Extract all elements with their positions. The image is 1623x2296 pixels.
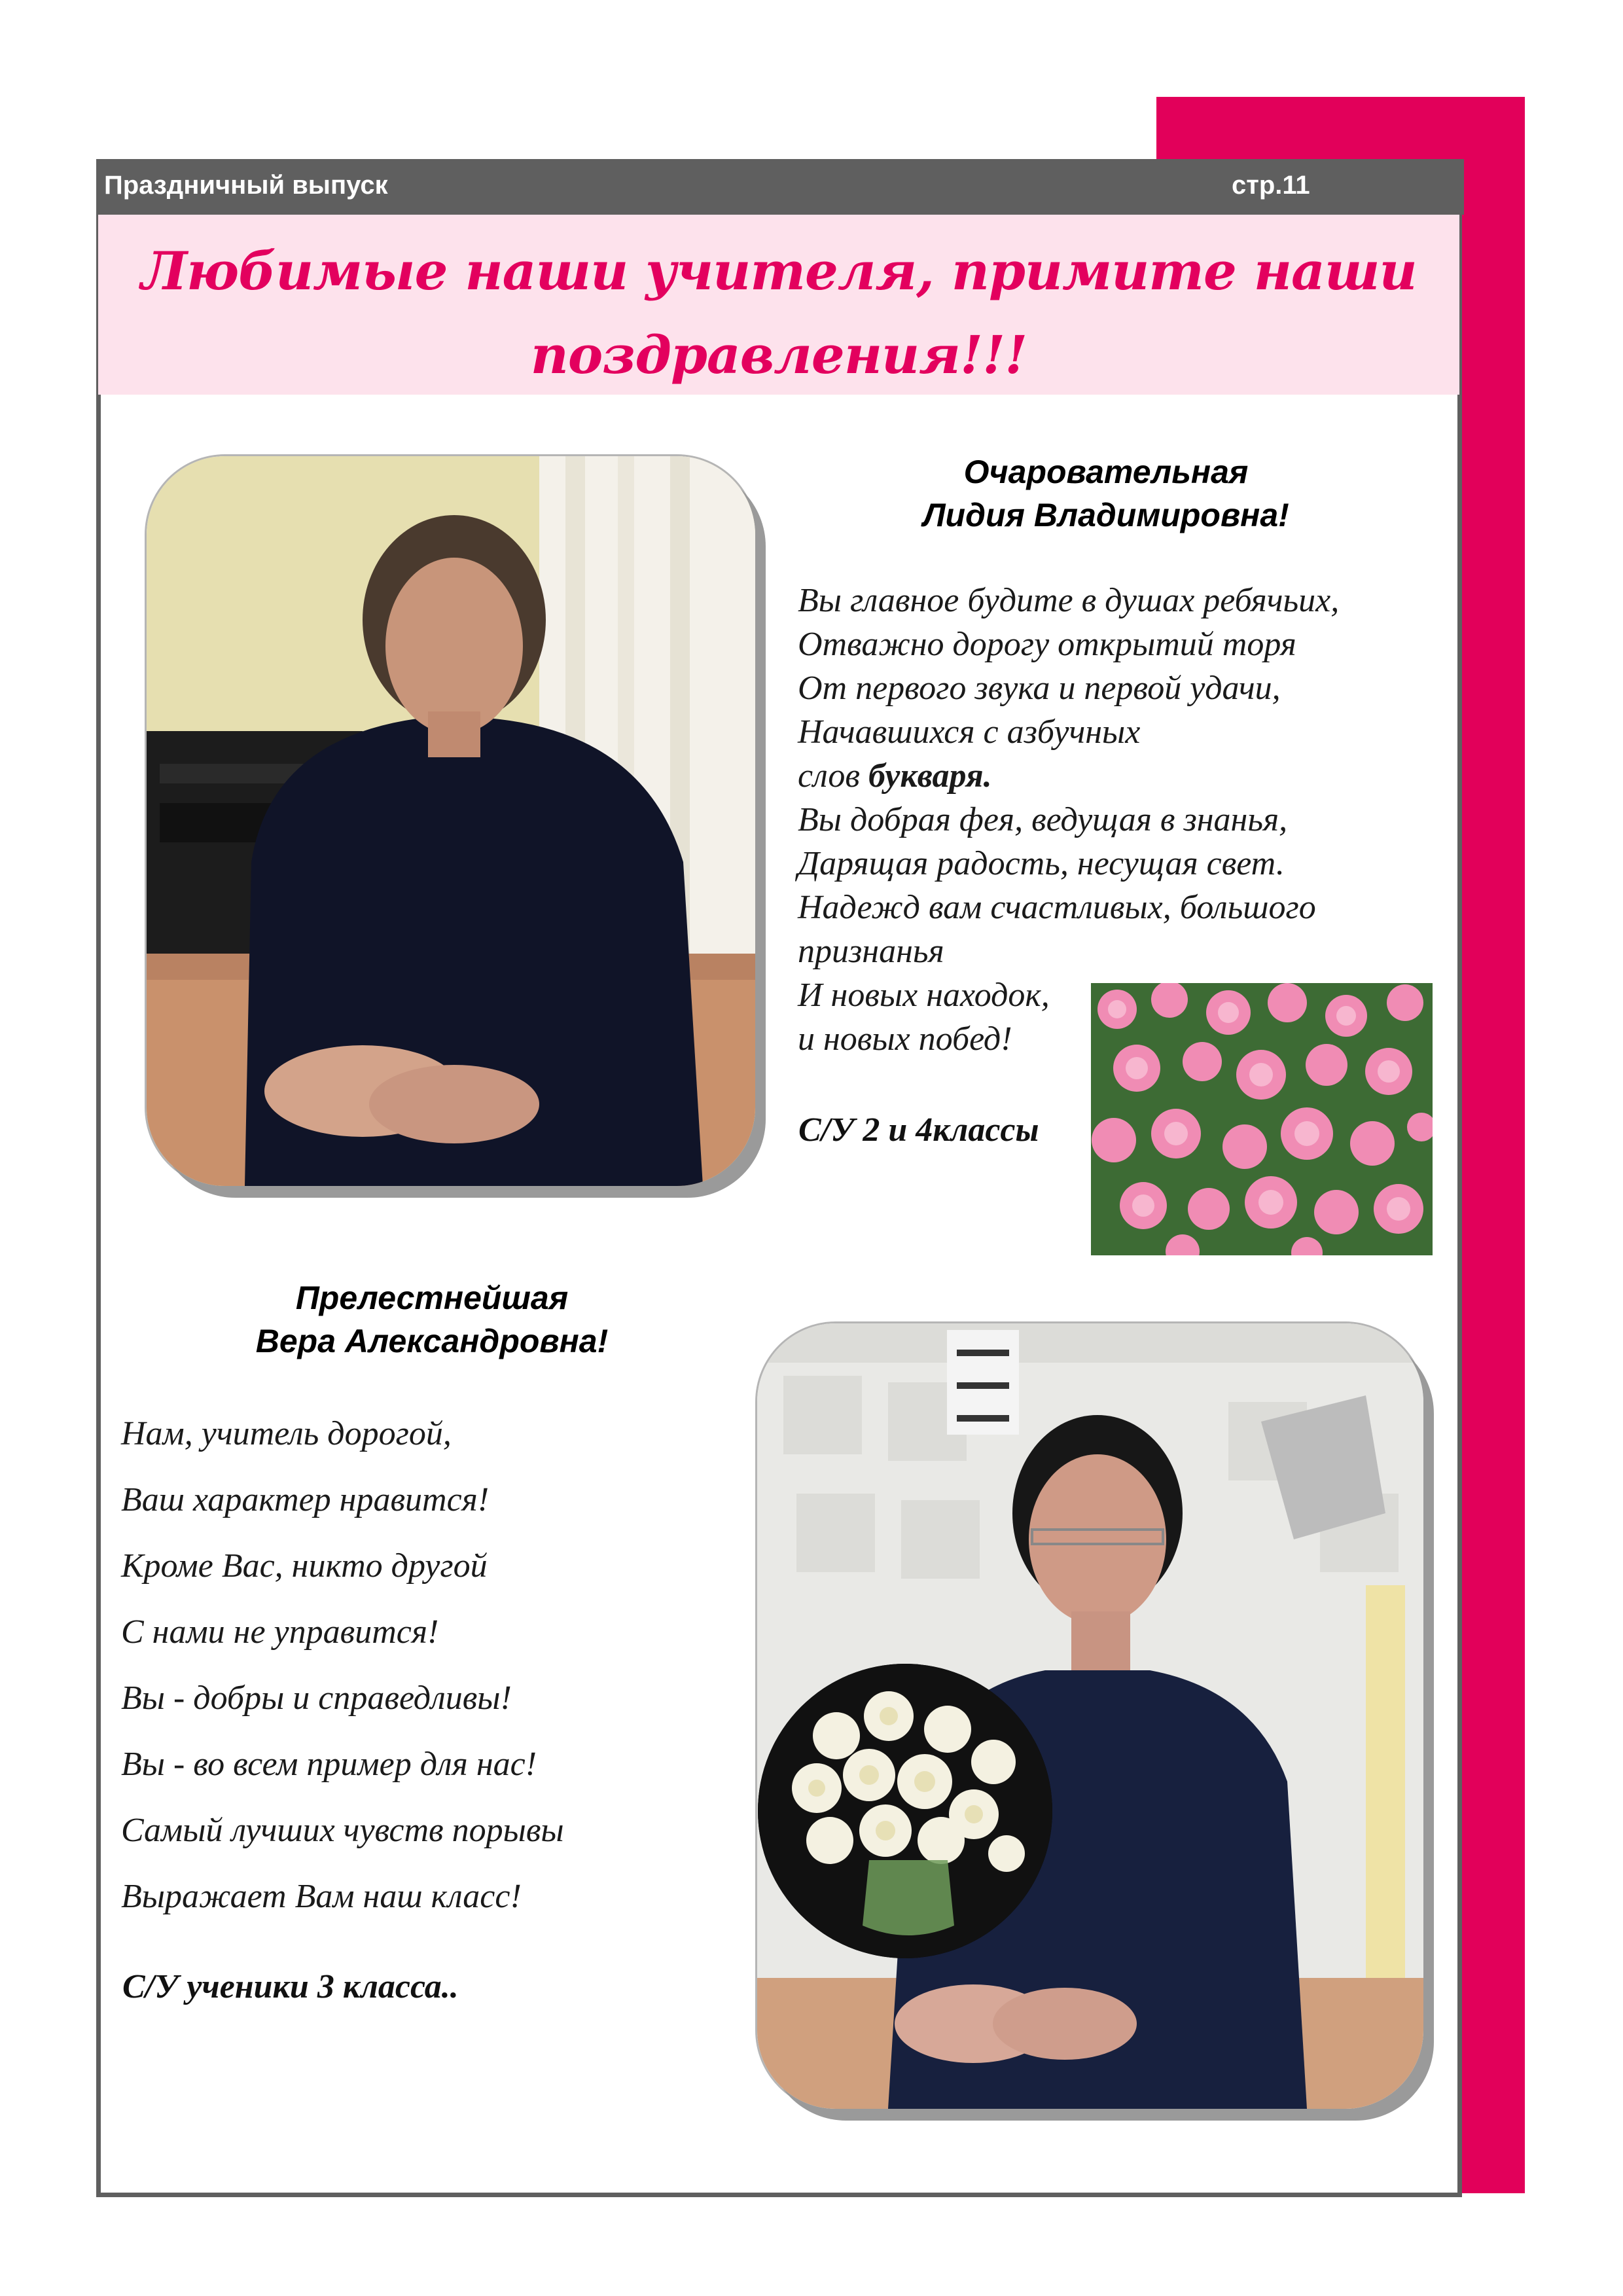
page-title <box>98 229 1459 397</box>
poem-line: Начавшихся с азбучных <box>798 713 1141 751</box>
issue-label: Праздничный выпуск <box>104 171 388 200</box>
poem-line: Дарящая радость, несущая свет. <box>798 845 1285 882</box>
poem-line: Отважно дорогу открытий торя <box>798 626 1296 663</box>
section2-heading-line-2: Вера Александровна! <box>255 1323 609 1359</box>
page-header <box>96 159 1464 215</box>
title-band <box>98 215 1459 395</box>
section2-heading <box>144 1276 720 1363</box>
page-title-line-1: Любимые наши учителя, примите наши <box>141 240 1417 302</box>
poem-line-mixed <box>798 754 1339 798</box>
teacher-photo-1 <box>147 456 755 1186</box>
poem-line: Ваш характер нравится! <box>121 1481 490 1518</box>
poem-line: От первого звука и первой удачи, <box>798 670 1281 707</box>
poem-bold-word: букваря. <box>868 757 992 795</box>
page-title-line-2: поздравления!!! <box>530 324 1027 386</box>
section1-heading-line-2: Лидия Владимировна! <box>923 497 1289 533</box>
poem-line: Кроме Вас, никто другой <box>121 1547 488 1585</box>
poem-line: Вы главное будите в душах ребячьих, <box>798 582 1340 619</box>
poem-line: Вы добрая фея, ведущая в знанья, <box>798 801 1288 838</box>
section2-signature: С/У ученики 3 класса.. <box>122 1968 459 2005</box>
poem-line: Вы - во всем пример для нас! <box>121 1746 537 1783</box>
poem-line: И новых находок, <box>798 977 1050 1014</box>
roses-image <box>1091 983 1433 1255</box>
poem-text: слов <box>798 757 860 795</box>
bouquet-image <box>758 1664 1052 1958</box>
section1-heading-line-1: Очаровательная <box>963 454 1249 490</box>
section2-heading-line-1: Прелестнейшая <box>295 1280 569 1316</box>
poem-line: признанья <box>798 933 944 970</box>
poem-line: Выражает Вам наш класс! <box>121 1878 522 1915</box>
poem-line: Самый лучших чувств порывы <box>121 1812 564 1849</box>
poem-line: и новых побед! <box>798 1020 1012 1058</box>
section1-signature: С/У 2 и 4классы <box>798 1111 1039 1149</box>
section2-poem <box>121 1401 564 1929</box>
poem-line: Вы - добры и справедливы! <box>121 1679 512 1717</box>
section1-heading <box>812 450 1400 537</box>
poem-line: Нам, учитель дорогой, <box>121 1415 452 1452</box>
poem-line: Надежд вам счастливых, большого <box>798 889 1316 926</box>
poem-line: С нами не управится! <box>121 1613 439 1651</box>
page-number: стр.11 <box>1232 171 1310 200</box>
